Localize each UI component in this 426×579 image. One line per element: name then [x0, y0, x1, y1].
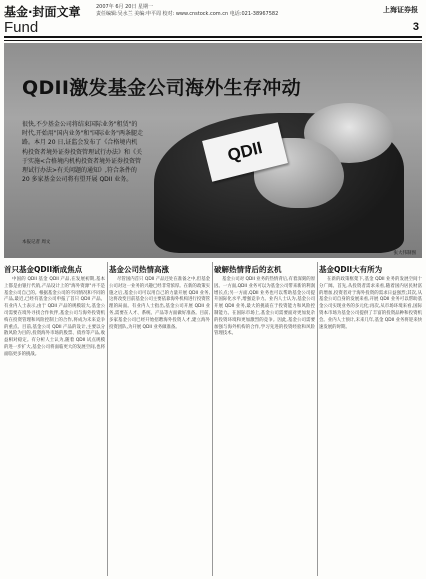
header-rule-thick [4, 36, 422, 38]
section-en: Fund [4, 19, 39, 36]
qdii-sign: QDII [202, 122, 288, 182]
article-column-2 [109, 262, 210, 578]
illustration-credit: 张大伟制图 [393, 251, 416, 256]
article-column-3 [214, 262, 315, 578]
column-heading: 首只基金QDII渐成焦点 [4, 265, 83, 274]
column-heading: 基金QDII大有所为 [319, 265, 383, 274]
column-divider [317, 262, 318, 576]
editor-line: 责任编辑:吴水兰 美编:申平周 校对: www.cnstock.com.cn 电话:021-38967582 [96, 11, 279, 17]
column-body: 在新的政策框架下,基金 QDII 业务的发展空间十分广阔。首先,从投资者需求来看,随着国内居民财富的增加,投资者对于海外投资的需求日益强烈;其次,从基金公司自身的发展来看,开展 QDII 业务可以帮助基金公司实现业务的多元化;再次,从市场环境来看,国际资本市场为基金公司提供了丰富的投资品种和投资机会。业内人士预计,未来几年,基金 QDII 业务将迎来快速发展的时期。 [319, 277, 422, 330]
section-name: 基金·封面文章 [4, 5, 81, 19]
header-rule-thin [4, 40, 422, 41]
page-number: 3 [412, 21, 419, 33]
issue-date: 2007年 6月 20日 星期一 [96, 4, 154, 10]
column-body: 基金公司对 QDII 业务的热情背后,有着深刻的原因。一方面,QDII 业务可以为基金公司带来新的利润增长点;另一方面,QDII 业务也可以帮助基金公司提升国际化水平,增强竞争力。业内人士认为,基金公司开展 QDII 业务,最大的挑战在于投资能力和风险控制能力。在国际市场上,基金公司需要面对更加复杂的投资环境和更加激烈的竞争。因此,基金公司需要加强与海外机构的合作,学习先进的投资经验和风险管理技术。 [214, 277, 315, 337]
feature-headline: QDII激发基金公司海外生存冲动 [22, 77, 301, 99]
header-meta [96, 4, 278, 18]
column-heading: 破解热情背后的玄机 [214, 265, 282, 274]
column-body: 中国的 QDII 基金 QDII 产品,在发展初期,基本上都是由银行代销,产品设计上的"海外资源"并不是基金公司自己的。根据基金公司的不同情况和不同的产品,最近,已经有基金公司申报了首只 QDII 产品。有业内人士表示,由于 QDII 产品的规模较大,基金公司需要在境外寻找合作伙伴,基金公司与海外投资机构在投资管理和风险控制上的合作,将成为未来竞争的重点。目前,基金公司 QDII 产品的设计,主要以分散风险为目的,投资海外市场的股票、债券等产品,收益相对稳定。有分析人士认为,随着 QDII 试点规模的进一步扩大,基金公司将面临更大的发展空间,也将面临更多的挑战。 [4, 277, 105, 357]
byline: 本报记者 周文 [22, 240, 51, 245]
column-divider [212, 262, 213, 576]
article-column-1 [4, 262, 105, 578]
feature-intro: 很快,不少基金公司将结束国际业务"租赁"的时代,开始用"国内业务"和"国际业务"两条腿走路。本月 20 日,证监会发布了《合格境内机构投资者境外证券投资管理试行办法》和《关于实施<合格境内机构投资者境外证券投资管理试行办法>有关问题的通知》,符合条件的 20 多家基金公司将有望开展 QDII 业务。 [22, 121, 143, 184]
column-divider [107, 262, 108, 576]
column-heading: 基金公司热情高涨 [109, 265, 169, 274]
paper-logo: 上海证券报 [383, 5, 418, 14]
article-column-4 [319, 262, 422, 578]
column-body: 尽管国内首只 QDII 产品还处在准备之中,但基金公司对这一业务的兴趣已经非常浓厚。在新的政策实施之后,基金公司可以用自己的力量开展 QDII 业务,这将改变目前基金公司主要依靠海外机构进行投资管理的局面。有业内人士指出,基金公司开展 QDII 业务,需要在人才、系统、产品等方面做好准备。目前,多家基金公司已经开始招聘海外投资人才,建立海外投资团队,为开展 QDII 业务做准备。 [109, 277, 210, 330]
